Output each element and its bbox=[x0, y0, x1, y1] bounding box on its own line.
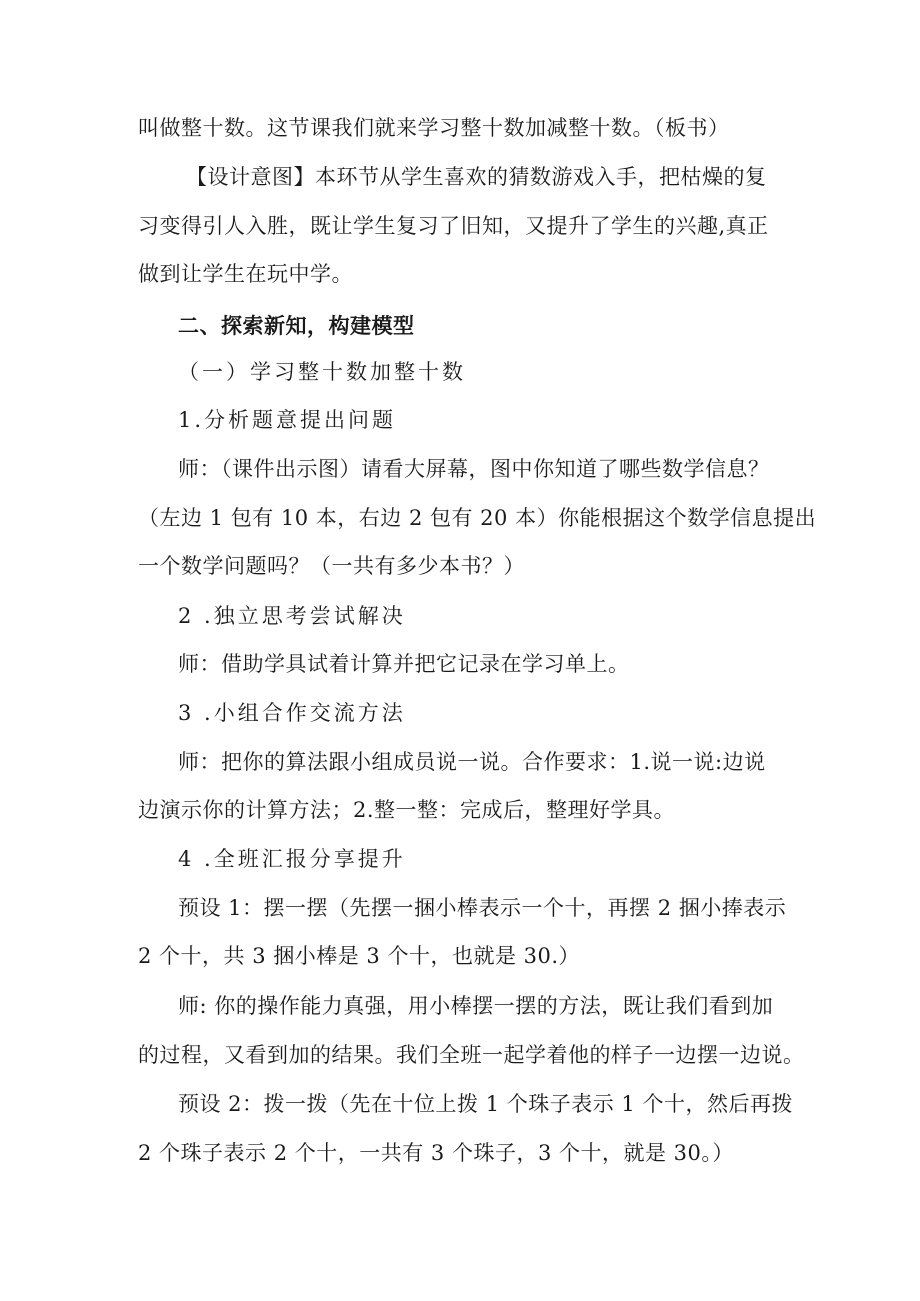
step-1-title: 1.分析题意提出问题 bbox=[178, 408, 397, 432]
teacher-praise-line-2: 的过程，又看到加的结果。我们全班一起学着他的样子一边摆一边说。 bbox=[138, 1043, 805, 1067]
step-2-text: 师：借助学具试着计算并把它记录在学习单上。 bbox=[178, 652, 630, 676]
step-3-text-line-2: 边演示你的计算方法；2.整一整：完成后，整理好学具。 bbox=[138, 798, 676, 822]
design-intent-line-3: 做到让学生在玩中学。 bbox=[138, 262, 353, 286]
preset-1-line-1: 预设 1：摆一摆（先摆一捆小棒表示一个十，再摆 2 捆小捧表示 bbox=[178, 896, 787, 920]
step-3-title: 3 .小组合作交流方法 bbox=[178, 701, 406, 725]
preset-2-line-1: 预设 2：拨一拨（先在十位上拨 1 个珠子表示 1 个十，然后再拨 bbox=[178, 1092, 793, 1116]
step-2-title: 2 .独立思考尝试解决 bbox=[178, 604, 406, 628]
design-intent-line-2: 习变得引人入胜，既让学生复习了旧知，又提升了学生的兴趣,真正 bbox=[138, 214, 769, 238]
subsection-heading: （一）学习整十数加整十数 bbox=[178, 360, 466, 384]
preset-2-line-2: 2 个珠子表示 2 个十，一共有 3 个珠子，3 个十，就是 30。） bbox=[138, 1141, 734, 1165]
teacher-line-1: 师：（课件出示图）请看大屏幕，图中你知道了哪些数学信息？ bbox=[178, 457, 770, 481]
teacher-line-3: 一个数学问题吗？（一共有多少本书？） bbox=[138, 554, 525, 578]
step-4-title: 4 .全班汇报分享提升 bbox=[178, 847, 406, 871]
paragraph-line-1: 叫做整十数。这节课我们就来学习整十数加减整十数。（板书） bbox=[138, 116, 730, 140]
teacher-praise-line-1: 师: 你的操作能力真强，用小棒摆一摆的方法，既让我们看到加 bbox=[178, 994, 774, 1018]
teacher-line-2: （左边 1 包有 10 本，右边 2 包有 20 本）你能根据这个数学信息提出 bbox=[138, 506, 817, 530]
design-intent-line-1: 【设计意图】本环节从学生喜欢的猜数游戏入手，把枯燥的复 bbox=[186, 165, 767, 189]
preset-1-line-2: 2 个十，共 3 捆小棒是 3 个十，也就是 30.） bbox=[138, 944, 581, 968]
step-3-text-line-1: 师：把你的算法跟小组成员说一说。合作要求：1.说一说:边说 bbox=[178, 750, 766, 774]
section-heading: 二、探索新知，构建模型 bbox=[178, 314, 415, 338]
